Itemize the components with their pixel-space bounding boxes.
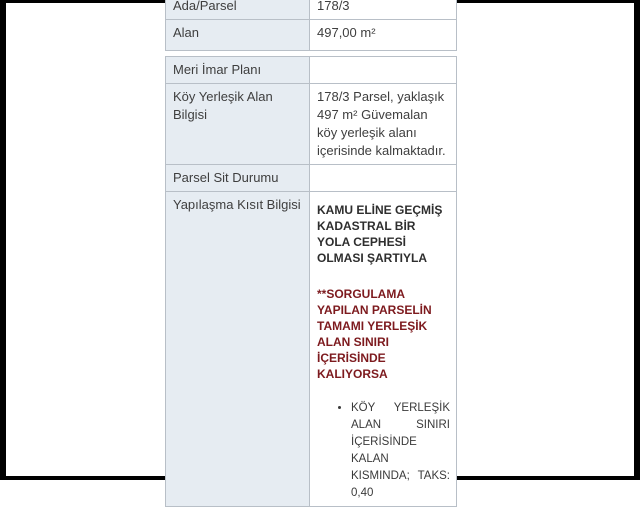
kisit-bilgisi-label: Yapılaşma Kısıt Bilgisi <box>166 192 310 507</box>
table-row <box>166 165 457 192</box>
list-item: • KÖY YERLEŞİK ALAN SINIRI İÇERİSİNDE KALAN KISMINDA; TAKS: 0,40 <box>351 400 450 502</box>
table-row <box>166 57 457 84</box>
alan-value: 497,00 m² <box>310 20 457 51</box>
table-row <box>166 84 457 165</box>
kisit-warning: **SORGULAMA YAPILAN PARSELİN TAMAMI YERLEŞİK ALAN SINIRI İÇERİSİNDE KALIYORSA <box>317 287 432 381</box>
kisit-bilgisi-value <box>310 192 457 507</box>
kisit-bullet-list <box>317 400 450 502</box>
sit-durumu-value <box>310 165 457 192</box>
koy-yerlesik-label: Köy Yerleşik Alan Bilgisi <box>166 84 310 165</box>
kisit-note: KAMU ELİNE GEÇMİŞ KADASTRAL BİR YOLA CEPHESİ OLMASI ŞARTIYLA <box>317 203 443 265</box>
frame-left-edge <box>0 0 6 480</box>
table-row <box>166 0 457 20</box>
parcel-info-table <box>165 0 457 51</box>
zoning-info-table <box>165 56 457 507</box>
ada-parsel-value: 178/3 <box>310 0 457 20</box>
alan-label: Alan <box>166 20 310 51</box>
table-row <box>166 20 457 51</box>
koy-yerlesik-value: 178/3 Parsel, yaklaşık 497 m² Güvemalan köy yerleşik alanı içerisinde kalmaktadır. <box>310 84 457 165</box>
meri-imar-value <box>310 57 457 84</box>
table-row <box>166 192 457 507</box>
meri-imar-label: Meri İmar Planı <box>166 57 310 84</box>
frame-right-edge <box>634 0 640 480</box>
sit-durumu-label: Parsel Sit Durumu <box>166 165 310 192</box>
ada-parsel-label: Ada/Parsel <box>166 0 310 20</box>
